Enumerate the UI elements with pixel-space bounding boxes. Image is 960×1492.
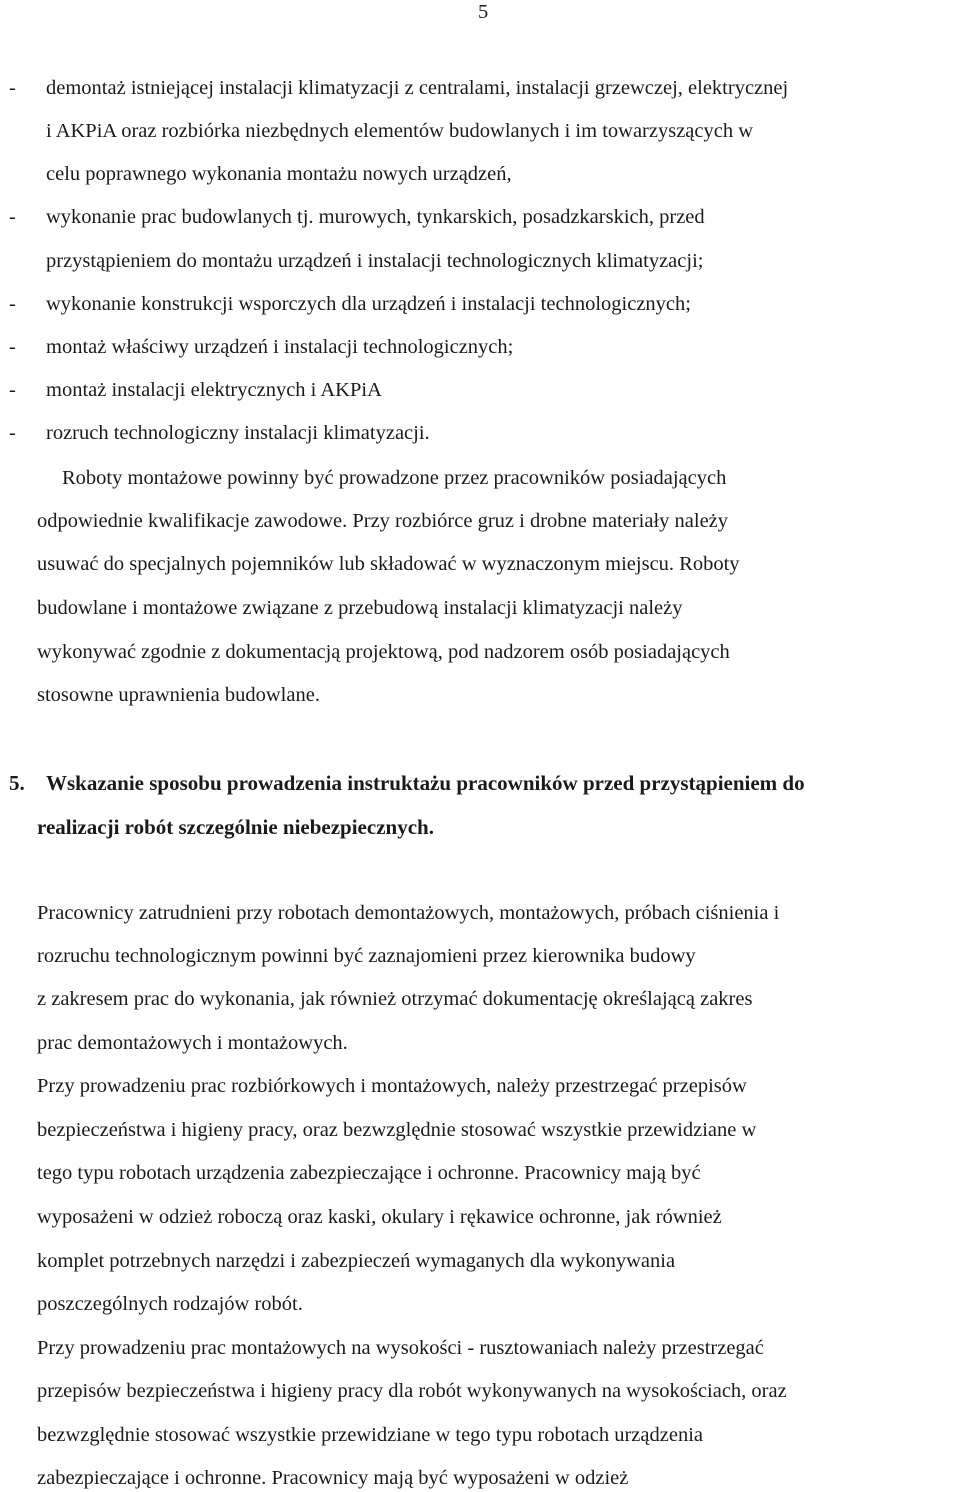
list-item-line: demontaż istniejącej instalacji klimatyzacji z centralami, instalacji grzewczej, elektrycznej — [46, 77, 789, 99]
page-number: 5 — [478, 1, 489, 23]
list-item-line: wykonanie prac budowlanych tj. murowych, tynkarskich, posadzkarskich, przed — [46, 206, 705, 228]
paragraph-line: wyposażeni w odzież roboczą oraz kaski, okulary i rękawice ochronne, jak również — [37, 1206, 722, 1228]
section-title-line: Wskazanie sposobu prowadzenia instruktażu pracowników przed przystąpieniem do — [46, 771, 805, 795]
paragraph-line: przepisów bezpieczeństwa i higieny pracy dla robót wykonywanych na wysokościach, oraz — [37, 1380, 787, 1402]
paragraph-line: prac demontażowych i montażowych. — [37, 1032, 348, 1054]
paragraph-line: komplet potrzebnych narzędzi i zabezpieczeń wymaganych dla wykonywania — [37, 1250, 676, 1272]
list-item-line: montaż instalacji elektrycznych i AKPiA — [46, 379, 382, 401]
paragraph-line: bezpieczeństwa i higieny pracy, oraz bezwzględnie stosować wszystkie przewidziane w — [37, 1119, 757, 1141]
paragraph-line: Pracownicy zatrudnieni przy robotach demontażowych, montażowych, próbach ciśnienia i — [37, 902, 780, 924]
list-item-line: montaż właściwy urządzeń i instalacji technologicznych; — [46, 336, 514, 358]
list-dash: - — [9, 336, 16, 358]
section-title-line: realizacji robót szczególnie niebezpiecznych. — [37, 815, 434, 839]
paragraph-line: zabezpieczające i ochronne. Pracownicy mają być wyposażeni w odzież — [37, 1467, 629, 1489]
list-dash: - — [9, 379, 16, 401]
list-dash: - — [9, 77, 16, 99]
paragraph-line: tego typu robotach urządzenia zabezpieczające i ochronne. Pracownicy mają być — [37, 1162, 701, 1184]
paragraph-line: Roboty montażowe powinny być prowadzone przez pracowników posiadających — [62, 467, 727, 489]
paragraph-line: z zakresem prac do wykonania, jak również otrzymać dokumentację określającą zakres — [37, 988, 753, 1010]
list-dash: - — [9, 422, 16, 444]
list-item-line: wykonanie konstrukcji wsporczych dla urządzeń i instalacji technologicznych; — [46, 293, 691, 315]
paragraph-line: rozruchu technologicznym powinni być zaznajomieni przez kierownika budowy — [37, 945, 696, 967]
list-item-line: celu poprawnego wykonania montażu nowych urządzeń, — [46, 163, 512, 185]
paragraph-line: wykonywać zgodnie z dokumentacją projektową, pod nadzorem osób posiadających — [37, 641, 730, 663]
paragraph-line: Przy prowadzeniu prac rozbiórkowych i montażowych, należy przestrzegać przepisów — [37, 1075, 747, 1097]
list-dash: - — [9, 206, 16, 228]
list-item-line: przystąpieniem do montażu urządzeń i instalacji technologicznych klimatyzacji; — [46, 250, 704, 272]
paragraph-line: bezwzględnie stosować wszystkie przewidziane w tego typu robotach urządzenia — [37, 1424, 703, 1446]
list-dash: - — [9, 293, 16, 315]
paragraph-line: poszczególnych rodzajów robót. — [37, 1293, 303, 1315]
list-item-line: i AKPiA oraz rozbiórka niezbędnych elementów budowlanych i im towarzyszących w — [46, 120, 754, 142]
paragraph-line: budowlane i montażowe związane z przebudową instalacji klimatyzacji należy — [37, 597, 683, 619]
list-item-line: rozruch technologiczny instalacji klimatyzacji. — [46, 422, 430, 444]
paragraph-line: stosowne uprawnienia budowlane. — [37, 684, 320, 706]
section-number: 5. — [9, 771, 25, 795]
paragraph-line: Przy prowadzeniu prac montażowych na wysokości - rusztowaniach należy przestrzegać — [37, 1337, 764, 1359]
paragraph-line: usuwać do specjalnych pojemników lub składować w wyznaczonym miejscu. Roboty — [37, 553, 740, 575]
paragraph-line: odpowiednie kwalifikacje zawodowe. Przy rozbiórce gruz i drobne materiały należy — [37, 510, 729, 532]
